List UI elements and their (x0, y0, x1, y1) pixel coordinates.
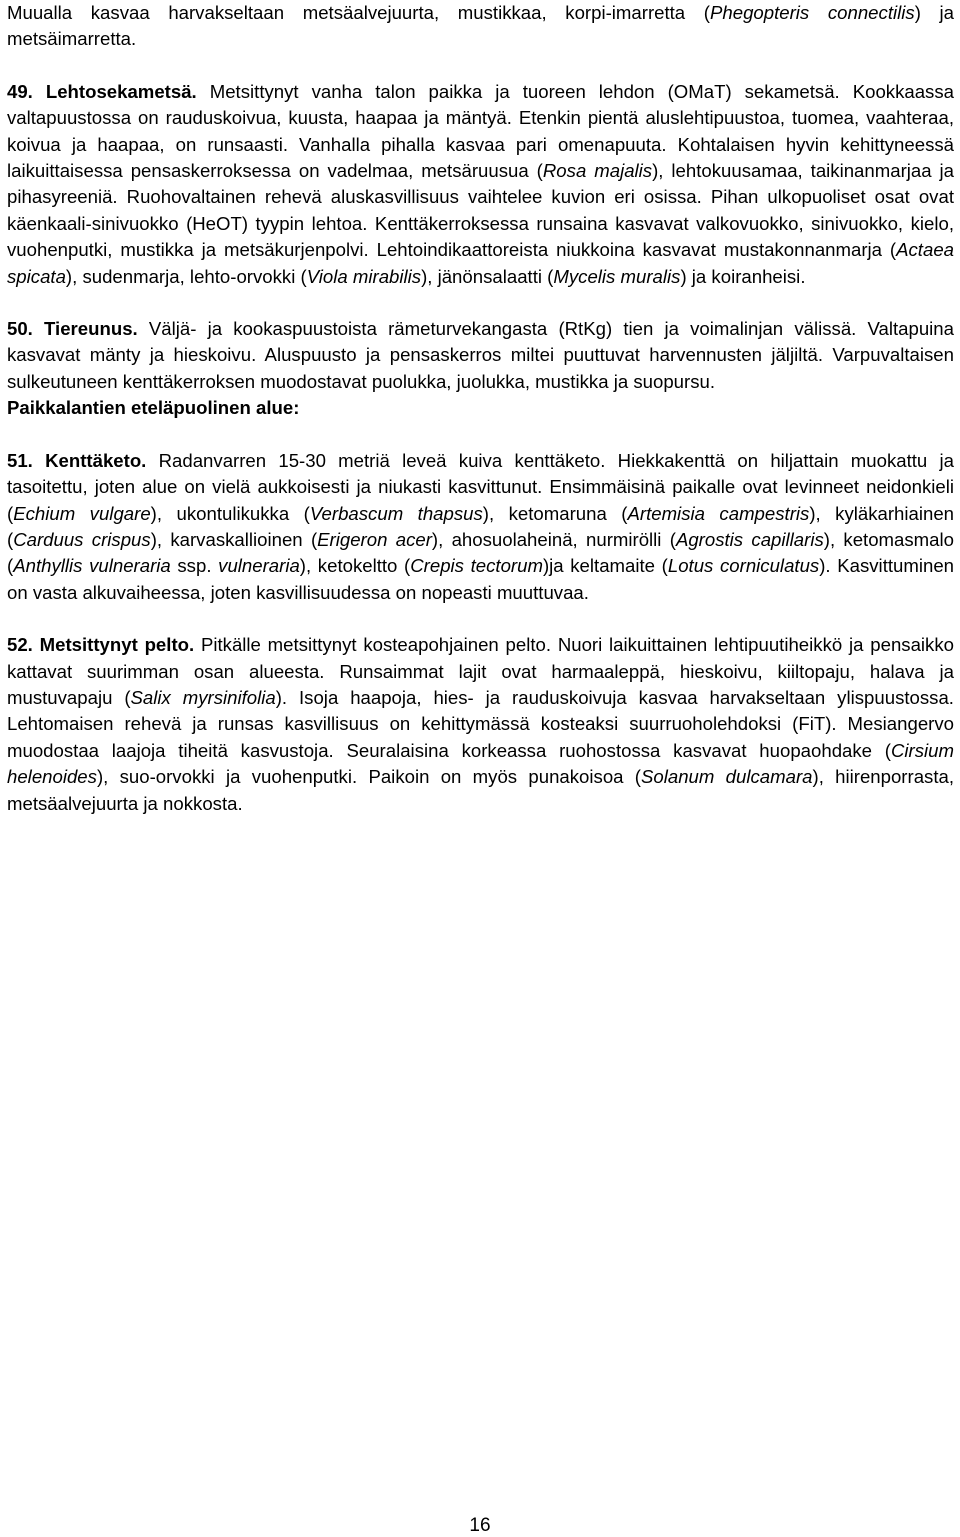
text-run: ), ketomasmalo ( (7, 528, 954, 577)
text-run: ), ketomaruna ( (482, 502, 628, 524)
text-run: ), jänönsalaatti ( (421, 265, 554, 287)
paragraph-item-52 (7, 632, 954, 817)
text-run: Radanvarren 15-30 metriä leveä kuiva kenttäketo. Hiekkakenttä on hiljattain muokattu ja tasoitettu, joten alue on vielä aukkoisesti ja niukasti kasvittunut. Ensimmäisinä paikalle ovat levinneet neidonkieli ( (7, 449, 955, 524)
section-heading: Paikkalantien eteläpuolinen alue: (7, 397, 300, 419)
species-name: Erigeron acer (317, 528, 432, 550)
text-run: )ja keltamaite ( (542, 555, 668, 577)
text-run: ) ja metsäimarretta. (7, 2, 954, 50)
text-run: ), ukontulikukka ( (150, 502, 310, 524)
species-name: Crepis tectorum (410, 555, 543, 577)
species-name: Viola mirabilis (306, 265, 422, 287)
item-title: 49. Lehtosekametsä. (7, 80, 197, 102)
text-run: ), sudenmarja, lehto-orvokki ( (65, 265, 307, 287)
species-name: Echium vulgare (13, 502, 151, 524)
paragraph-item-49 (7, 79, 954, 290)
species-name: Lotus corniculatus (667, 555, 820, 577)
paragraph-item-51 (7, 448, 954, 606)
item-title: 52. Metsittynyt pelto. (7, 634, 195, 656)
species-name: Artemisia campestris (627, 502, 810, 524)
text-run: Pitkälle metsittynyt kosteapohjainen pelto. Nuori laikuittainen lehtipuutiheikkö ja pensaikko kattavat suurimman osan alueesta. Runsaimmat lajit ovat harmaaleppä, hieskoivu, kiiltopaju, halava ja mustuvapaju ( (7, 634, 954, 708)
page-number: 16 (469, 1515, 491, 1536)
species-name: Verbascum thapsus (309, 502, 483, 524)
text-run: ), kyläkarhiainen ( (7, 502, 955, 550)
text-run: ), suo-orvokki ja vuohenputki. Paikoin on myös punakoisoa ( (96, 766, 641, 788)
species-name: Cirsium helenoides (7, 739, 954, 788)
text-run: ). Isoja haapoja, hies- ja rauduskoivuja kasvaa harvakseltaan ylispuustossa. Lehtomaisen rehevä ja runsas kasvillisuus on kehittymässä kosteaksi suurruoholehdoksi (FiT). Mesiangervo muodostaa laajoja tiheitä kasvustoja. Seuralaisina korkeassa ruohostossa kasvavat huopaohdake ( (7, 686, 954, 761)
species-name: Rosa majalis (542, 160, 653, 182)
text-run: ), ahosuolaheinä, nurmirölli ( (431, 528, 676, 550)
species-name: vulneraria (218, 555, 300, 577)
species-name: Salix myrsinifolia (130, 686, 276, 708)
species-name: Agrostis capillaris (675, 528, 824, 550)
text-run: ), lehtokuusamaa, taikinanmarjaa ja pihasyreeniä. Ruohovaltainen rehevä aluskasvillisuus vaihtelee kuvion eri osissa. Pihan ulkopuoliset osat ovat käenkaali-sinivuokko (HeOT) tyypin lehtoa. Kenttäkerroksessa runsaina kasvavat valkovuokko, sinivuokko, kielo, vuohenputki, mustikka ja metsäkurjenpolvi. Lehtoindikaattoreista niukkoina kasvavat mustakonnanmarja ( (7, 160, 955, 261)
text-run: ), karvaskallioinen ( (150, 528, 318, 550)
text-run: ). Kasvittuminen on vasta alkuvaiheessa, joten kasvillisuudessa on nopeasti muuttuvaa. (7, 555, 955, 603)
paragraph-item-50 (7, 316, 954, 395)
text-run: ), hiirenporrasta, metsäalvejuurta ja nokkosta. (7, 766, 954, 814)
species-name: Phegopteris connectilis (709, 2, 915, 23)
paragraph-intro (7, 0, 954, 53)
species-name: Actaea spicata (7, 239, 954, 287)
species-name: Anthyllis vulneraria (13, 555, 171, 577)
species-name: Mycelis muralis (553, 265, 681, 287)
text-run: Metsittynyt vanha talon paikka ja tuoreen lehdon (OMaT) sekametsä. Kookkaassa valtapuustossa on rauduskoivua, kuusta, haapaa ja mäntyä. Etenkin pientä aluslehtipuustoa, tuomea, vaahteraa, koivua ja haapaa, on runsaasti. Vanhalla pihalla kasvaa pari omenapuuta. Kohtalaisen hyvin kehittyneessä laikuittaisessa pensaskerroksessa on vadelmaa, metsäruusua ( (7, 80, 954, 182)
item-title: 50. Tiereunus. (7, 318, 138, 340)
text-run: Väljä- ja kookaspuustoista rämeturvekangasta (RtKg) tien ja voimalinjan välissä. Valtapuina kasvavat mänty ja hieskoivu. Aluspuusto ja pensaskerros miltei puuttuvat harvennusten jäljiltä. Varpuvaltaisen sulkeutuneen kenttäkerroksen muodostavat puolukka, juolukka, mustikka ja suopursu. (7, 318, 954, 392)
text-run: Muualla kasvaa harvakseltaan metsäalvejuurta, mustikkaa, korpi-imarretta ( (7, 2, 710, 23)
text-run: ), ketokeltto ( (299, 555, 411, 577)
item-title: 51. Kenttäketo. (7, 449, 147, 471)
text-run: ssp. (170, 555, 219, 577)
species-name: Carduus crispus (13, 528, 151, 550)
species-name: Solanum dulcamara (641, 766, 813, 788)
document-page (7, 0, 954, 817)
text-run: ) ja koiranheisi. (680, 265, 806, 287)
